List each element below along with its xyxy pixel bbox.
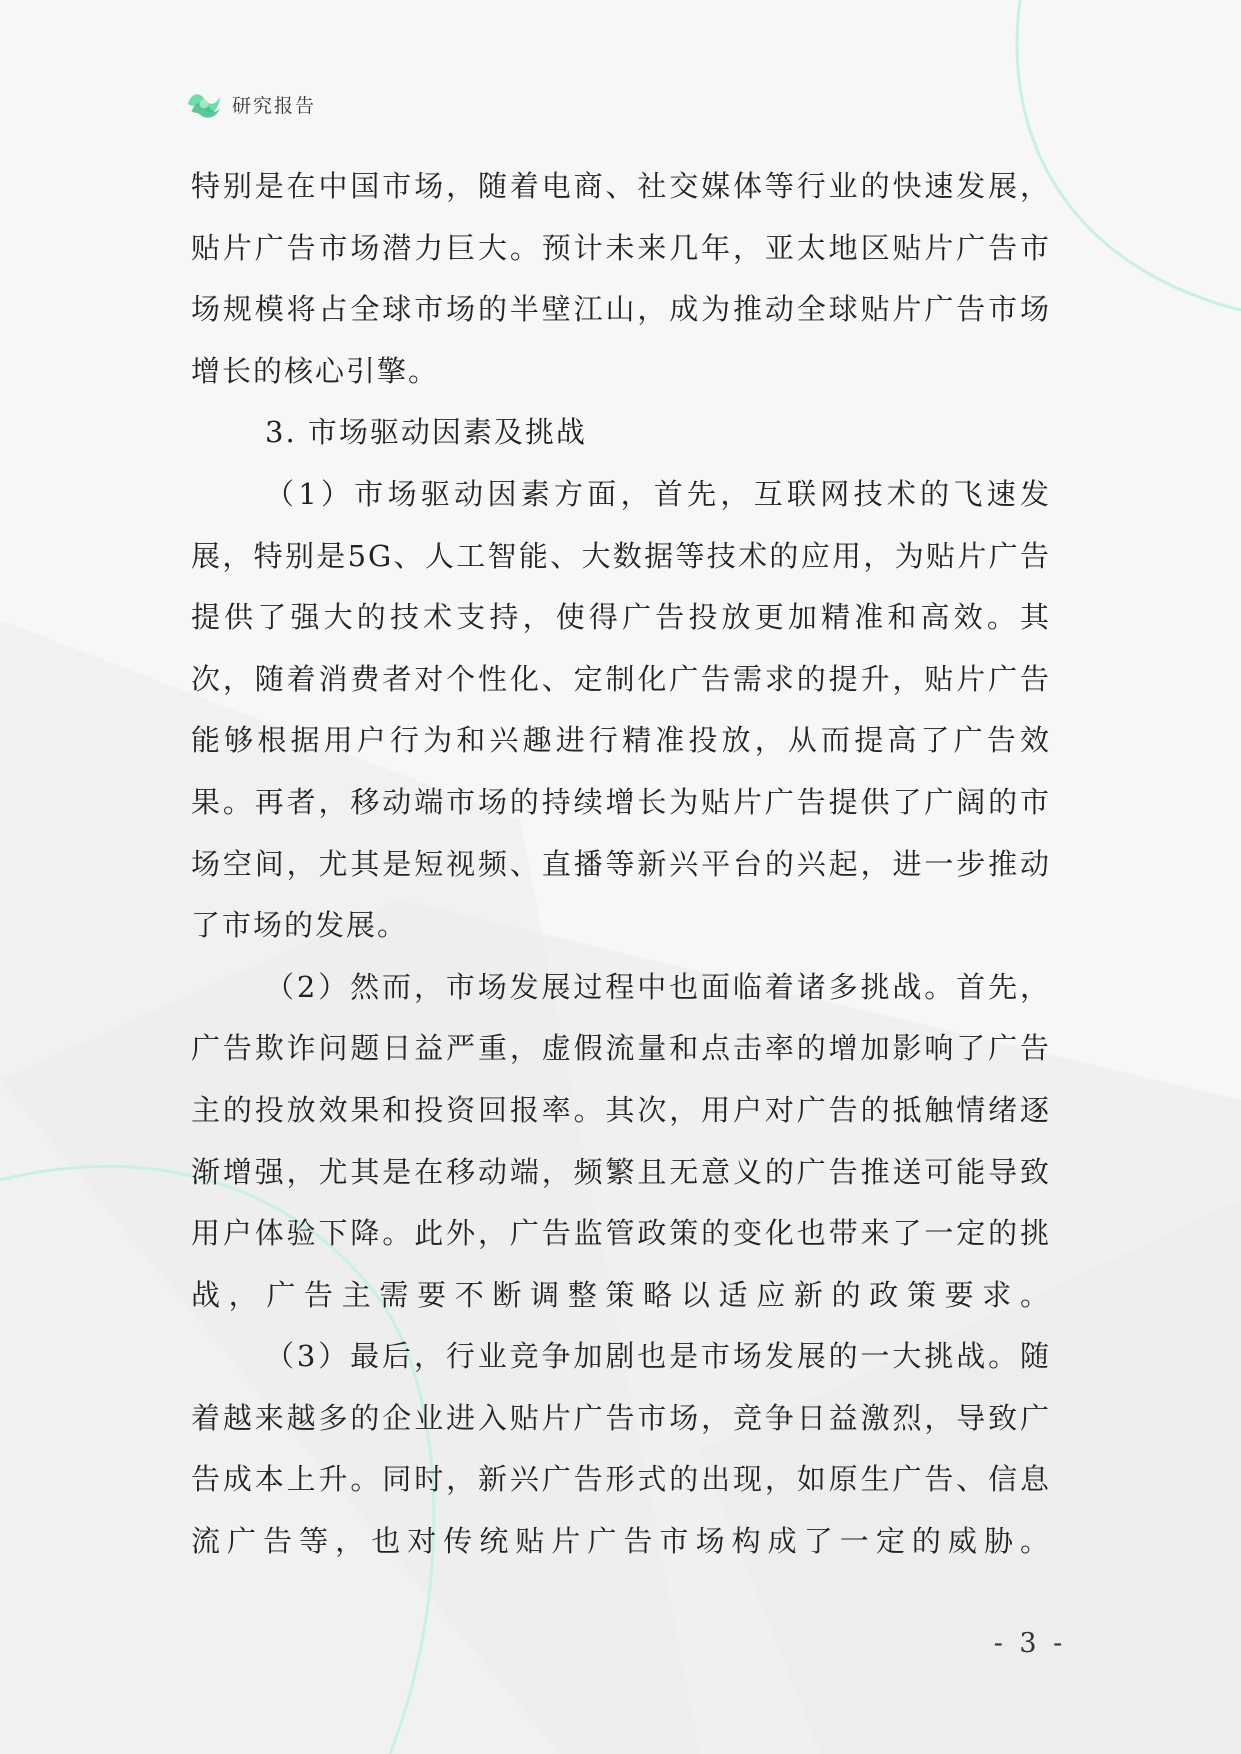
document-body bbox=[191, 156, 1051, 1573]
paragraph-competition: （3）最后，行业竞争加剧也是市场发展的一大挑战。随着越来越多的企业进入贴片广告市场，竞争日益激烈，导致广告成本上升。同时，新兴广告形式的出现，如原生广告、信息流广告等，也对传统贴片广告市场构成了一定的威胁。 bbox=[191, 1339, 1051, 1559]
report-header bbox=[186, 86, 316, 122]
section-heading: 3. 市场驱动因素及挑战 bbox=[265, 415, 587, 450]
header-title: 研究报告 bbox=[232, 94, 317, 117]
page-number: - 3 - bbox=[993, 1628, 1067, 1659]
leaf-logo-icon bbox=[186, 87, 222, 121]
paragraph-intro: 特别是在中国市场，随着电商、社交媒体等行业的快速发展，贴片广告市场潜力巨大。预计未来几年，亚太地区贴片广告市场规模将占全球市场的半壁江山，成为推动全球贴片广告市场增长的核心引擎。 bbox=[191, 169, 1051, 388]
paragraph-drivers: （1）市场驱动因素方面，首先，互联网技术的飞速发展，特别是5G、人工智能、大数据等技术的应用，为贴片广告提供了强大的技术支持，使得广告投放更加精准和高效。其次，随着消费者对个性化、定制化广告需求的提升，贴片广告能够根据用户行为和兴趣进行精准投放，从而提高了广告效果。再者，移动端市场的持续增长为贴片广告提供了广阔的市场空间，尤其是短视频、直播等新兴平台的兴起，进一步推动了市场的发展。 bbox=[191, 476, 1051, 943]
paragraph-challenges: （2）然而，市场发展过程中也面临着诸多挑战。首先，广告欺诈问题日益严重，虚假流量和点击率的增加影响了广告主的投放效果和投资回报率。其次，用户对广告的抵触情绪逐渐增强，尤其是在移动端，频繁且无意义的广告推送可能导致用户体验下降。此外，广告监管政策的变化也带来了一定的挑战，广告主需要不断调整策略以适应新的政策要求。 bbox=[191, 969, 1051, 1312]
